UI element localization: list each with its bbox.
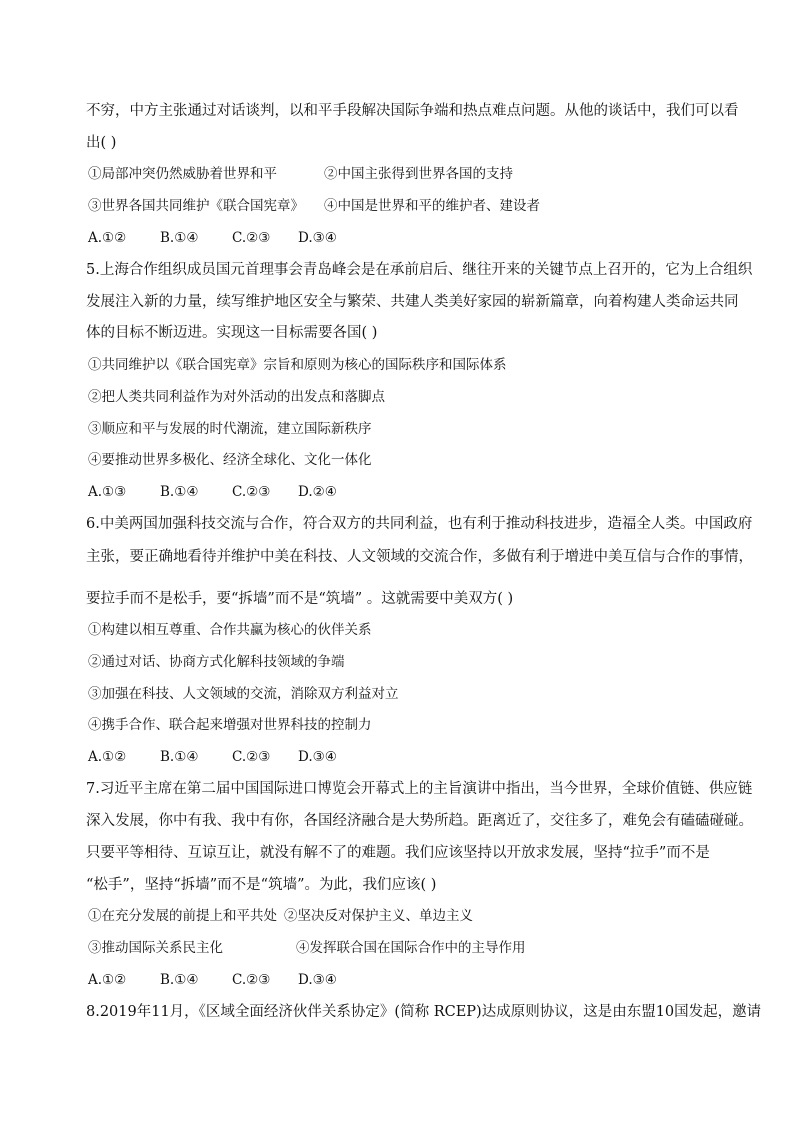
q5-stem-line-3: 体的目标不断迈进。实现这一目标需要各国( ) — [86, 325, 378, 341]
q6-stem-line-2: 主张，要正确地看待并维护中美在科技、人文领域的交流合作，多做有利于增进中美互信与合作的事情， — [86, 549, 753, 565]
q6-option-1: ①构建以相互尊重、合作共赢为核心的伙伴关系 — [88, 622, 372, 638]
q6-option-3: ③加强在科技、人文领域的交流，消除双方利益对立 — [88, 686, 399, 702]
q4-option-4: ④中国是世界和平的维护者、建设者 — [324, 198, 540, 214]
q7-stem-line-3: 只要平等相待、互谅互让，就没有解不了的难题。我们应该坚持以开放求发展，坚持“拉手”而不是 — [86, 845, 710, 861]
q7-option-3: ③推动国际关系民主化 — [88, 940, 223, 956]
q8-stem-line-1: 8.2019年11月，《区域全面经济伙伴关系协定》(简称 RCEP)达成原则协议，这是由东盟10国发起，邀请 — [86, 1004, 762, 1020]
q5-option-1: ①共同维护以《联合国宪章》宗旨和原则为核心的国际秩序和国际体系 — [88, 357, 507, 373]
q5-choice-d[interactable]: D.②④ — [298, 484, 337, 500]
q6-choice-a[interactable]: A.①② — [88, 749, 127, 765]
q6-choices — [88, 747, 337, 767]
q6-stem-line-1: 6.中美两国加强科技交流与合作，符合双方的共同利益，也有利于推动科技进步，造福全人类。中国政府 — [86, 516, 753, 532]
q7-choice-b[interactable]: B.①④ — [160, 972, 199, 988]
q5-choices — [88, 482, 337, 502]
q7-choices — [88, 970, 337, 990]
q5-stem-line-1: 5.上海合作组织成员国元首理事会青岛峰会是在承前启后、继往开来的关键节点上召开的，它为上合组织 — [86, 262, 753, 278]
q4-stem-line-2: 出( ) — [86, 135, 117, 151]
q6-choice-c[interactable]: C.②③ — [232, 749, 271, 765]
q7-stem-line-1: 7.习近平主席在第二届中国国际进口博览会开幕式上的主旨演讲中指出，当今世界，全球价值链、供应链 — [86, 781, 753, 797]
q5-choice-c[interactable]: C.②③ — [232, 484, 271, 500]
q7-option-1: ①在充分发展的前提上和平共处 — [88, 908, 277, 924]
q5-choice-a[interactable]: A.①③ — [88, 484, 127, 500]
q4-option-2: ②中国主张得到世界各国的支持 — [324, 166, 513, 182]
q7-choice-d[interactable]: D.③④ — [298, 972, 337, 988]
q7-option-4: ④发挥联合国在国际合作中的主导作用 — [296, 940, 526, 956]
q5-option-4: ④要推动世界多极化、经济全球化、文化一体化 — [88, 452, 372, 468]
q5-option-2: ②把人类共同利益作为对外活动的出发点和落脚点 — [88, 389, 385, 405]
q4-choice-a[interactable]: A.①② — [88, 230, 127, 246]
q7-choice-a[interactable]: A.①② — [88, 972, 127, 988]
q7-choice-c[interactable]: C.②③ — [232, 972, 271, 988]
q4-choices — [88, 228, 337, 248]
q4-option-1: ①局部冲突仍然威胁着世界和平 — [88, 166, 277, 182]
q7-option-2: ②坚决反对保护主义、单边主义 — [284, 908, 473, 924]
q5-choice-b[interactable]: B.①④ — [160, 484, 199, 500]
q4-stem-line-1: 不穷，中方主张通过对话谈判，以和平手段解决国际争端和热点难点问题。从他的谈话中，我们可以看 — [86, 103, 739, 119]
q6-option-4: ④携手合作、联合起来增强对世界科技的控制力 — [88, 717, 372, 733]
q4-choice-b[interactable]: B.①④ — [160, 230, 199, 246]
q7-stem-line-4: “松手”，坚持“拆墙”而不是“筑墙”。为此，我们应该( ) — [86, 877, 437, 893]
q6-option-2: ②通过对话、协商方式化解科技领域的争端 — [88, 654, 345, 670]
q7-stem-line-2: 深入发展，你中有我、我中有你，各国经济融合是大势所趋。距离近了，交往多了，难免会有磕磕碰碰。 — [86, 813, 753, 829]
q5-option-3: ③顺应和平与发展的时代潮流，建立国际新秩序 — [88, 421, 372, 437]
q5-stem-line-2: 发展注入新的力量，续写维护地区安全与繁荣、共建人类美好家园的崭新篇章，向着构建人类命运共同 — [86, 294, 739, 310]
q6-choice-d[interactable]: D.③④ — [298, 749, 337, 765]
q4-choice-d[interactable]: D.③④ — [298, 230, 337, 246]
q6-stem-line-3: 要拉手而不是松手，要“拆墙”而不是“筑墙” 。这就需要中美双方( ) — [86, 591, 514, 607]
q4-choice-c[interactable]: C.②③ — [232, 230, 271, 246]
q4-option-3: ③世界各国共同维护《联合国宪章》 — [88, 198, 304, 214]
q6-choice-b[interactable]: B.①④ — [160, 749, 199, 765]
